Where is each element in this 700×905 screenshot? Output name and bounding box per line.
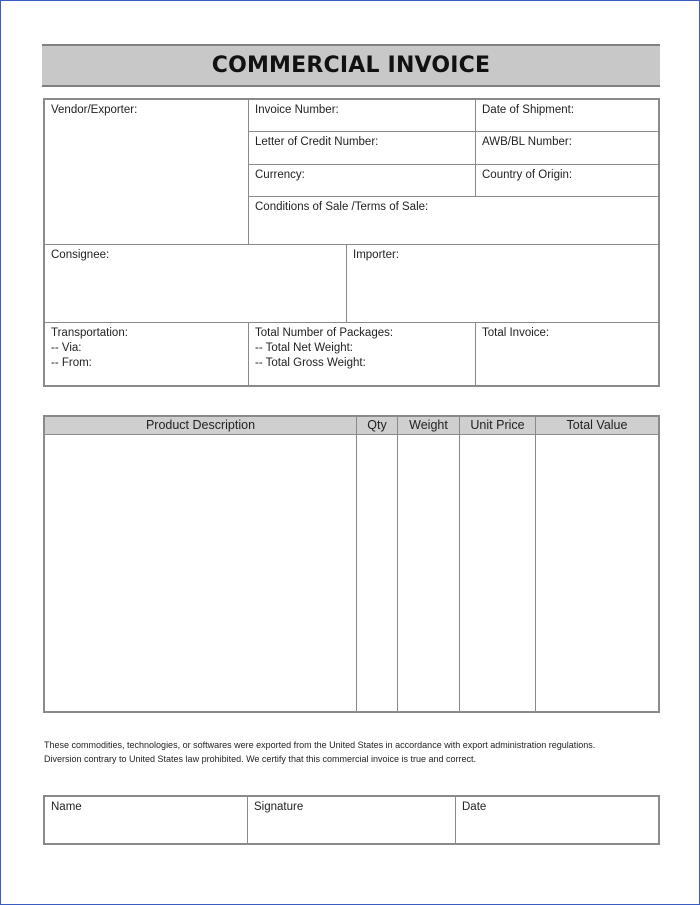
- date-label: Date: [462, 801, 487, 813]
- importer-field[interactable]: [346, 244, 659, 323]
- awb-bl-number-label: AWB/BL Number:: [482, 136, 572, 148]
- letter-of-credit-field[interactable]: [248, 131, 476, 165]
- unit-price-column[interactable]: [459, 434, 536, 712]
- conditions-of-sale-label: Conditions of Sale /Terms of Sale:: [255, 201, 429, 213]
- page-title: COMMERCIAL INVOICE: [211, 53, 491, 78]
- letter-of-credit-label: Letter of Credit Number:: [255, 136, 379, 148]
- total-invoice-label: Total Invoice:: [482, 327, 550, 339]
- invoice-number-field[interactable]: [248, 99, 476, 132]
- date-of-shipment-field[interactable]: [475, 99, 659, 132]
- column-header-weight: Weight: [397, 416, 460, 435]
- signature-label: Signature: [254, 801, 304, 813]
- column-header-qty: Qty: [356, 416, 398, 435]
- name-label: Name: [51, 801, 82, 813]
- title-bar: [42, 44, 660, 87]
- weight-column[interactable]: [397, 434, 460, 712]
- column-header-product-description: Product Description: [44, 416, 357, 435]
- total-invoice-field[interactable]: [475, 322, 659, 386]
- vendor-exporter-label: Vendor/Exporter:: [51, 104, 138, 116]
- currency-field[interactable]: [248, 164, 476, 197]
- name-field[interactable]: [44, 796, 248, 844]
- export-disclaimer: [44, 738, 664, 766]
- consignee-field[interactable]: [44, 244, 347, 323]
- packages-weight-field[interactable]: [248, 322, 476, 386]
- disclaimer-line-2: Diversion contrary to United States law prohibited. We certify that this commercial invoice is true and correct.: [44, 754, 477, 764]
- transportation-field[interactable]: [44, 322, 249, 386]
- invoice-number-label: Invoice Number:: [255, 104, 339, 116]
- qty-column[interactable]: [356, 434, 398, 712]
- via-label: -- Via:: [51, 342, 82, 354]
- column-header-unit-price: Unit Price: [459, 416, 536, 435]
- total-value-column[interactable]: [535, 434, 659, 712]
- importer-label: Importer:: [353, 249, 400, 261]
- awb-bl-number-field[interactable]: [475, 131, 659, 165]
- date-field[interactable]: [455, 796, 659, 844]
- column-header-total-value: Total Value: [535, 416, 659, 435]
- disclaimer-line-1: These commodities, technologies, or softwares were exported from the United States in accordance with export administration regulations.: [44, 740, 596, 750]
- total-net-weight-label: -- Total Net Weight:: [255, 342, 354, 354]
- total-gross-weight-label: -- Total Gross Weight:: [255, 357, 366, 369]
- transportation-label: Transportation:: [51, 327, 128, 339]
- country-of-origin-field[interactable]: [475, 164, 659, 197]
- from-label: -- From:: [51, 357, 92, 369]
- currency-label: Currency:: [255, 169, 305, 181]
- conditions-of-sale-field[interactable]: [248, 196, 659, 245]
- date-of-shipment-label: Date of Shipment:: [482, 104, 575, 116]
- product-description-column[interactable]: [44, 434, 357, 712]
- total-packages-label: Total Number of Packages:: [255, 327, 394, 339]
- consignee-label: Consignee:: [51, 249, 110, 261]
- country-of-origin-label: Country of Origin:: [482, 169, 573, 181]
- vendor-exporter-field[interactable]: [44, 99, 249, 245]
- signature-field[interactable]: [247, 796, 456, 844]
